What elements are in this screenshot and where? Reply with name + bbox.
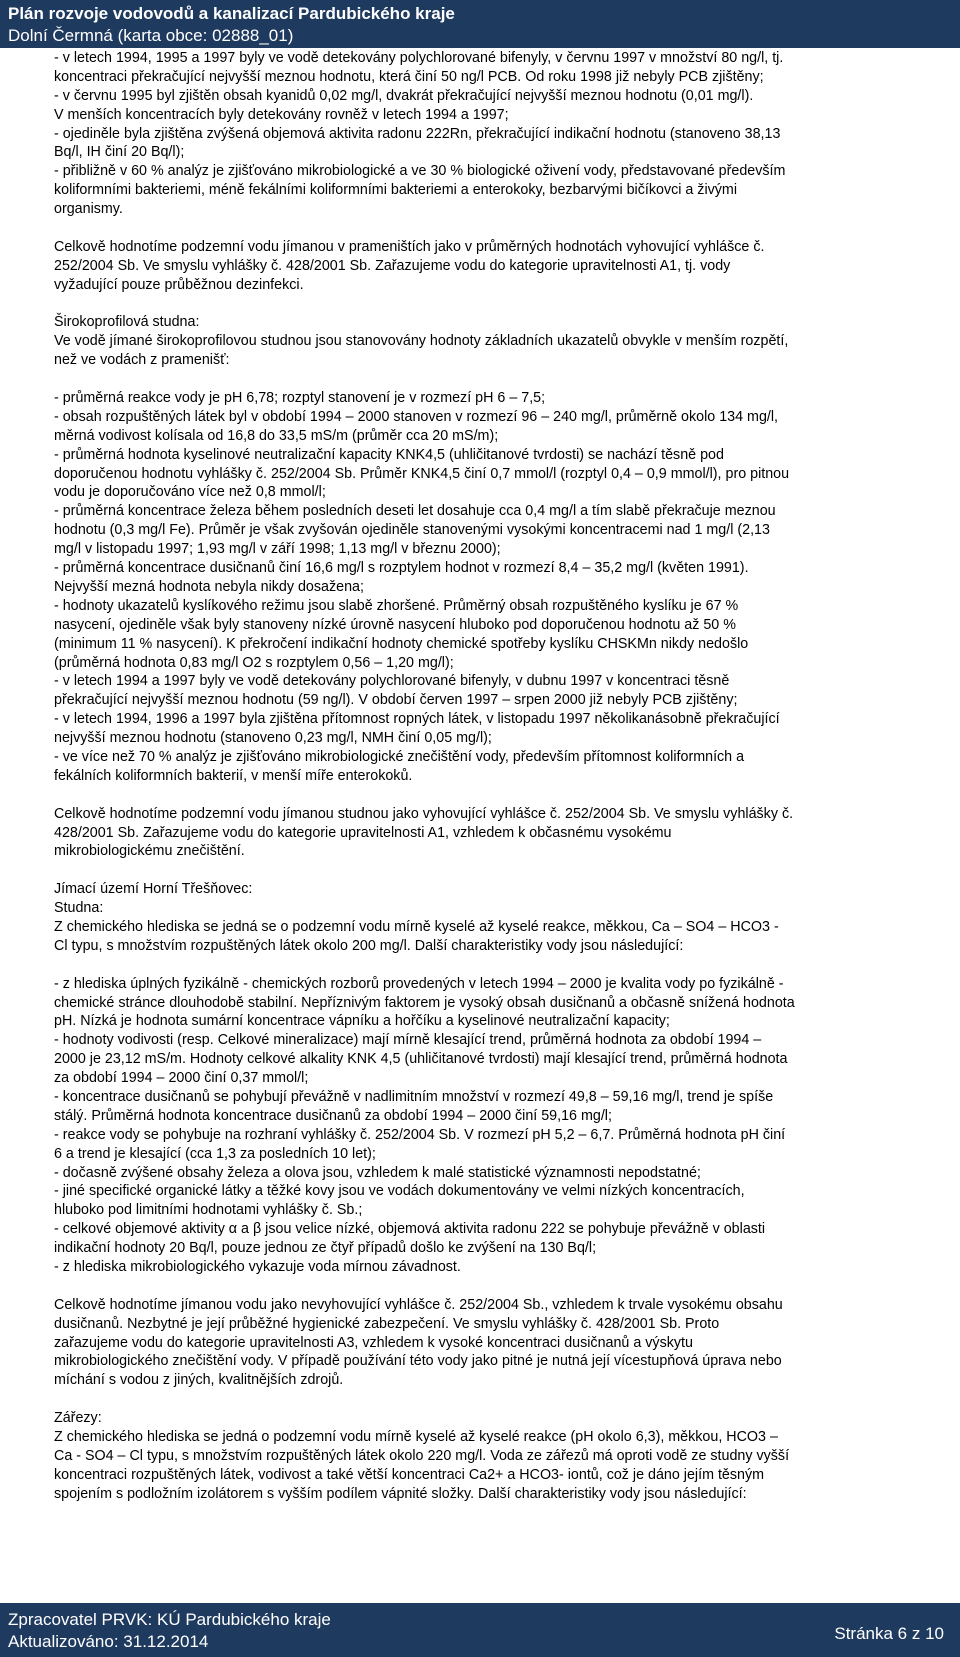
text-line: mikrobiologickému znečištění. (54, 843, 245, 860)
text-line: Širokoprofilová studna: (54, 314, 200, 331)
text-line: - jiné specifické organické látky a těžké kovy jsou ve vodách dokumentovány ve velmi nízkých koncentracích, (54, 1183, 745, 1200)
paragraph-break (54, 861, 940, 880)
text-line: měrná vodivost kolísala od 16,8 do 33,5 mS/m (průměr cca 20 mS/m); (54, 427, 499, 444)
paragraph-break (54, 956, 940, 975)
text-line: koliformními bakteriemi, méně fekálními koliformními bakteriemi a enterokoky, bezbarvými bičíkovci a živými (54, 182, 738, 199)
document-header (0, 0, 960, 48)
text-line: míchání s vodou z jiných, kvalitnějších zdrojů. (54, 1372, 344, 1389)
text-line: mg/l v listopadu 1997; 1,93 mg/l v září 1998; 1,13 mg/l v březnu 2000); (54, 541, 501, 558)
text-line: dusičnanů. Nezbytné je její průběžné hygienické zabezpečení. Ve smyslu vyhlášky č. 428/2001 Sb. Proto (54, 1315, 720, 1332)
text-line: - celkové objemové aktivity α a β jsou velice nízké, objemová aktivita radonu 222 se pohybuje převážně v oblasti (54, 1221, 766, 1238)
text-line: - koncentrace dusičnanů se pohybují převážně v nadlimitním množství v rozmezí 49,8 – 59,16 mg/l, trend je spíše (54, 1088, 774, 1105)
text-line: Zářezy: (54, 1410, 102, 1427)
text-line: vyžadující pouze průběžnou dezinfekci. (54, 276, 304, 293)
text-line: Celkově hodnotíme jímanou vodu jako nevyhovující vyhlášce č. 252/2004 Sb., vzhledem k trvale vysokému obsahu (54, 1296, 783, 1313)
text-line: Bq/l, IH činí 20 Bq/l); (54, 144, 185, 161)
text-line: koncentraci rozpuštěných látek, vodivost a také větší koncentraci Ca2+ a HCO3- iontů, což je dáno jejím těsným (54, 1466, 765, 1483)
text-line: (minimum 11 % nasycení). K překročení indikační hodnoty chemické spotřeby kyslíku CHSKMn nikdy nedošlo (54, 635, 749, 652)
text-line: indikační hodnoty 20 Bq/l, pouze jednou ze čtyř případů došlo ke zvýšení na 130 Bq/l; (54, 1240, 597, 1257)
text-line: - hodnoty vodivosti (resp. Celkové mineralizace) mají mírně klesající trend, průměrná hodnota za období 1994 – (54, 1032, 762, 1049)
text-line: stálý. Průměrná hodnota koncentrace dusičnanů za období 1994 – 2000 činí 59,16 mg/l; (54, 1107, 612, 1124)
page-number: Stránka 6 z 10 (834, 1624, 944, 1643)
text-line: Studna: (54, 900, 104, 917)
text-line: - přibližně v 60 % analýz je zjišťováno mikrobiologické a ve 30 % biologické oživení vody, představované především (54, 163, 786, 180)
text-line: 428/2001 Sb. Zařazujeme vodu do kategorie upravitelnosti A1, vzhledem k občasnému vysokému (54, 824, 672, 841)
paragraph-break (54, 786, 940, 805)
text-line: hodnotu (0,3 mg/l Fe). Průměr je však zvyšován ojediněle stanovenými vysokými koncentracemi nad 1 mg/l (2,13 (54, 522, 770, 539)
text-line: - v červnu 1995 byl zjištěn obsah kyanidů 0,02 mg/l, dvakrát překračující nejvyšší meznou hodnotu (0,01 mg/l). (54, 87, 754, 104)
text-line: hluboko pod limitními hodnotami vyhlášky č. Sb.; (54, 1202, 363, 1219)
text-line: Nejvyšší mezná hodnota nebyla nikdy dosažena; (54, 578, 364, 595)
paragraph-break (54, 219, 940, 238)
text-line: zařazujeme vodu do kategorie upravitelnosti A3, vzhledem k vysoké koncentraci dusičnanů a výskytu (54, 1334, 693, 1351)
text-line: překračující nejvyšší meznou hodnotu (59 ng/l). V období červen 1997 – srpen 2000 již nebyly PCB zjištěny; (54, 692, 738, 709)
text-line: Ve vodě jímané širokoprofilovou studnou jsou stanovovány hodnoty základních ukazatelů obvykle v menším rozpětí, (54, 333, 789, 350)
document-body (54, 49, 940, 1504)
text-line: - hodnoty ukazatelů kyslíkového režimu jsou slabě zhoršené. Průměrný obsah rozpuštěného kyslíku je 67 % (54, 597, 739, 614)
text-line: vodu je doporučováno více než 0,8 mmol/l; (54, 484, 326, 501)
text-line: za období 1994 – 2000 činí 0,37 mmol/l; (54, 1070, 309, 1087)
text-line: spojením s podložním izolátorem s vyšším podílem vápnité složky. Další charakteristiky vody jsou následující: (54, 1485, 747, 1502)
text-line: - průměrná reakce vody je pH 6,78; rozptyl stanovení je v rozmezí pH 6 – 7,5; (54, 390, 546, 407)
text-line: než ve vodách z pramenišť: (54, 352, 230, 369)
text-line: 6 a trend je klesající (cca 1,3 za posledních 10 let); (54, 1145, 376, 1162)
text-line: - ojediněle byla zjištěna zvýšená objemová aktivita radonu 222Rn, překračující indikační hodnotu (stanoveno 38,13 (54, 125, 781, 142)
text-line: 252/2004 Sb. Ve smyslu vyhlášky č. 428/2001 Sb. Zařazujeme vodu do kategorie upravitelnosti A1, tj. vody (54, 257, 731, 274)
text-line: nejvyšší meznou hodnotu (stanoveno 0,23 mg/l, NMH činí 0,05 mg/l); (54, 730, 492, 747)
text-line: - z hlediska úplných fyzikálně - chemických rozborů provedených v letech 1994 – 2000 je kvalita vody po fyzikálně - (54, 975, 784, 992)
text-line: Celkově hodnotíme podzemní vodu jímanou studnou jako vyhovující vyhlášce č. 252/2004 Sb. Ve smyslu vyhlášky č. (54, 805, 794, 822)
header-title: Plán rozvoje vodovodů a kanalizací Pardubického kraje (8, 4, 455, 23)
text-line: koncentraci překračující nejvyšší meznou hodnotu, která činí 50 ng/l PCB. Od roku 1998 již nebyly PCB zjištěny; (54, 68, 764, 85)
text-line: - v letech 1994, 1996 a 1997 byla zjištěna přítomnost ropných látek, v listopadu 1997 několikanásobně překračující (54, 711, 780, 728)
text-line: - z hlediska mikrobiologického vykazuje voda mírnou závadnost. (54, 1259, 461, 1275)
text-line: V menších koncentracích byly detekovány rovněž v letech 1994 a 1997; (54, 106, 509, 123)
paragraph-break (54, 1277, 940, 1296)
text-line: organismy. (54, 201, 123, 218)
text-line: - obsah rozpuštěných látek byl v období 1994 – 2000 stanoven v rozmezí 96 – 240 mg/l, průměrně okolo 134 mg/l, (54, 408, 779, 425)
text-line: - ve více než 70 % analýz je zjišťováno mikrobiologické znečištění vody, především přítomnost koliformních a (54, 748, 745, 765)
text-line: mikrobiologického znečištění vody. V případě používání této vody jako pitné je nutná její vícestupňová úprava nebo (54, 1353, 782, 1370)
text-line: (průměrná hodnota 0,83 mg/l O2 s rozptylem 0,56 – 1,20 mg/l); (54, 654, 454, 671)
paragraph-break (54, 295, 940, 314)
text-line: - reakce vody se pohybuje na rozhraní vyhlášky č. 252/2004 Sb. V rozmezí pH 5,2 – 6,7. Průměrná hodnota pH činí (54, 1126, 786, 1143)
text-line: - dočasně zvýšené obsahy železa a olova jsou, vzhledem k malé statistické významnosti nepodstatné; (54, 1164, 701, 1181)
text-line: Z chemického hlediska se jedná se o podzemní vodu mírně kyselé až kyselé reakce, měkkou, Ca – SO4 – HCO3 - (54, 918, 779, 935)
text-line: Celkově hodnotíme podzemní vodu jímanou v prameništích jako v průměrných hodnotách vyhovující vyhlášce č. (54, 238, 765, 255)
text-line: Jímací území Horní Třešňovec: (54, 881, 253, 898)
header-subtitle: Dolní Čermná (karta obce: 02888_01) (8, 26, 294, 45)
text-line: nasycení, ojediněle však byly stanoveny nízké úrovně nasycení hluboko pod doporučenou hodnotu až 50 % (54, 616, 736, 633)
text-line: - průměrná koncentrace železa během posledních deseti let dosahuje cca 0,4 mg/l a tím slabě překračuje meznou (54, 503, 776, 520)
text-line: 2000 je 23,12 mS/m. Hodnoty celkové alkality KNK 4,5 (uhličitanové tvrdosti) mají klesající trend, průměrná hodnota (54, 1051, 788, 1068)
text-line: - v letech 1994, 1995 a 1997 byly ve vodě detekovány polychlorované bifenyly, v červnu 1997 v množství 80 ng/l, tj. (54, 50, 784, 66)
text-line: Ca - SO4 – Cl typu, s množstvím rozpuštěných látek okolo 220 mg/l. Voda ze zářezů má oproti vodě ze studny vyšší (54, 1447, 790, 1464)
footer-author: Zpracovatel PRVK: KÚ Pardubického kraje (8, 1610, 331, 1629)
paragraph-break (54, 370, 940, 389)
text-line: fekálních koliformních bakterií, v menší míře enterokoků. (54, 767, 413, 784)
text-line: pH. Nízká je hodnota sumární koncentrace vápníku a hořčíku a kyselinové neutralizační kapacity; (54, 1013, 670, 1030)
text-line: chemické stránce dlouhodobě stabilní. Nepříznivým faktorem je vysoký obsah dusičnanů a občasně snížená hodnota (54, 994, 795, 1011)
text-line: Cl typu, s množstvím rozpuštěných látek okolo 200 mg/l. Další charakteristiky vody jsou následující: (54, 937, 684, 954)
paragraph-break (54, 1390, 940, 1409)
text-line: - průměrná hodnota kyselinové neutralizační kapacity KNK4,5 (uhličitanové tvrdosti) se nachází těsně pod (54, 446, 724, 463)
document-footer (0, 1603, 960, 1657)
text-line: doporučenou hodnotu vyhlášky č. 252/2004 Sb. Průměr KNK4,5 činí 0,7 mmol/l (rozptyl 0,4 – 0,9 mmol/l), pro pitnou (54, 465, 790, 482)
text-line: Z chemického hlediska se jedná o podzemní vodu mírně kyselé až kyselé reakce (pH okolo 6,3), měkkou, HCO3 – (54, 1429, 778, 1446)
footer-updated: Aktualizováno: 31.12.2014 (8, 1632, 209, 1651)
text-line: - v letech 1994 a 1997 byly ve vodě detekovány polychlorované bifenyly, v dubnu 1997 v koncentraci těsně (54, 673, 730, 690)
text-line: - průměrná koncentrace dusičnanů činí 16,6 mg/l s rozptylem hodnot v rozmezí 8,4 – 35,2 mg/l (květen 1991). (54, 560, 749, 577)
